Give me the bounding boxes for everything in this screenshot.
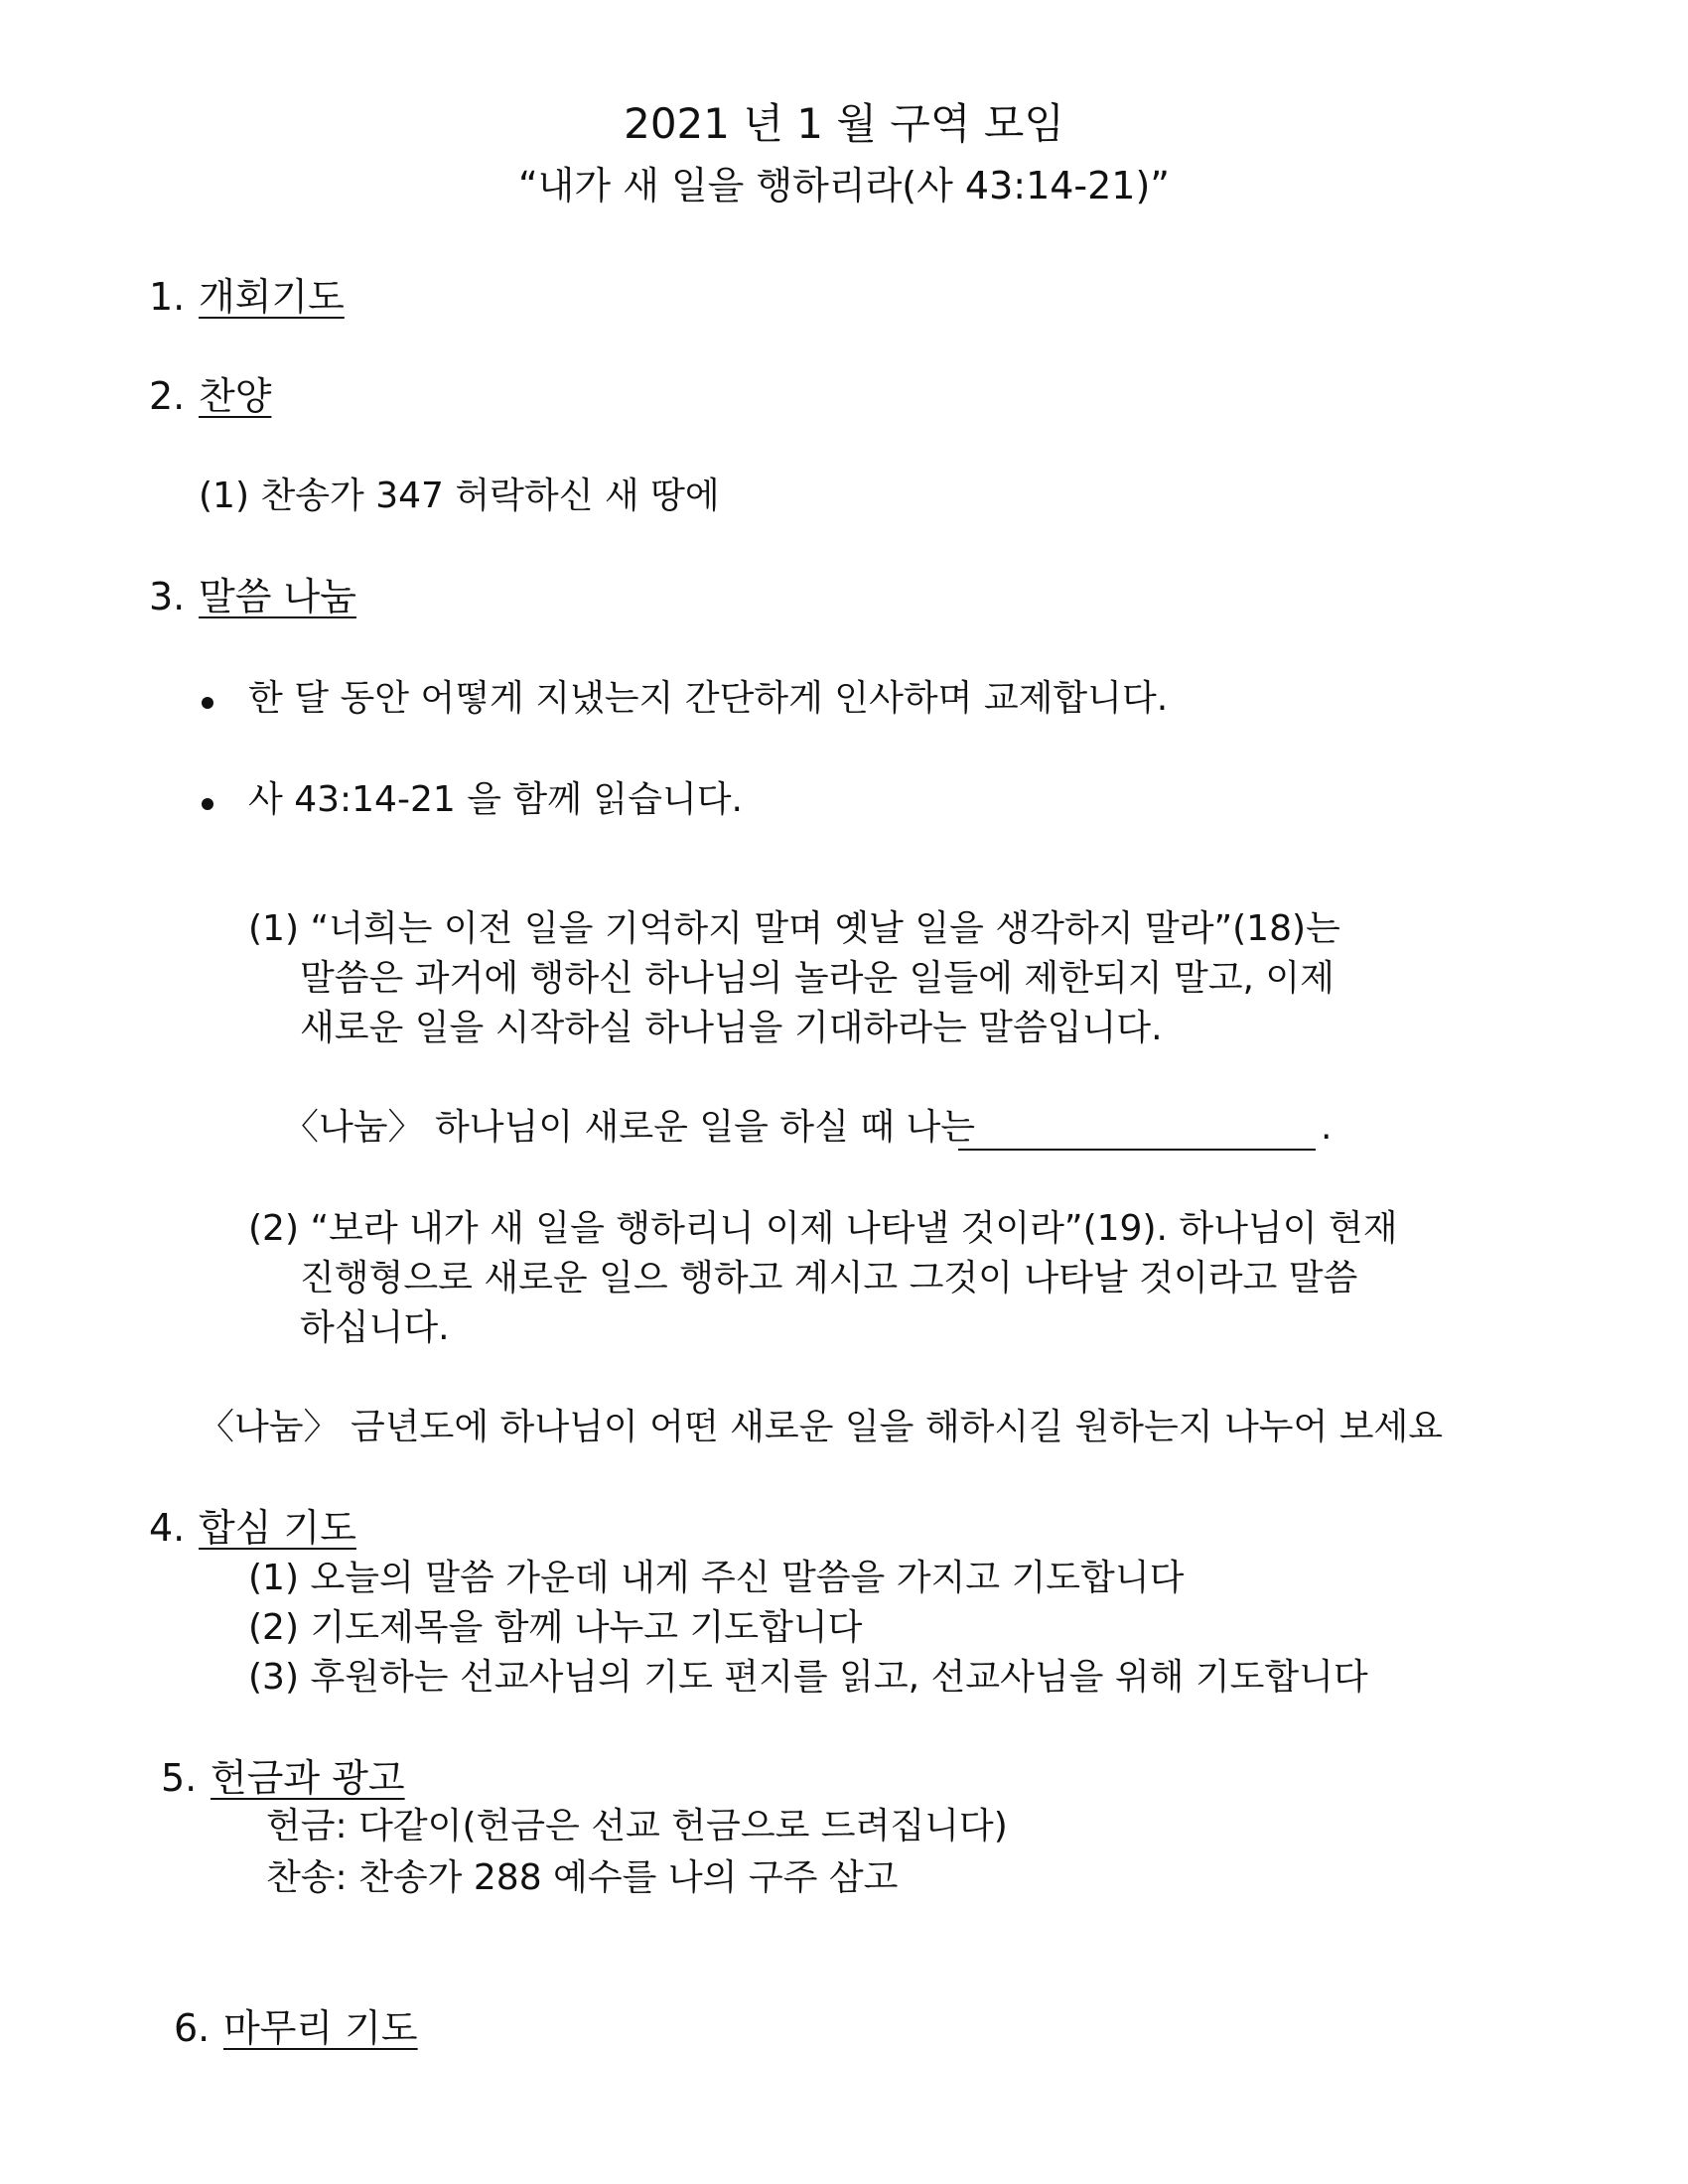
point-1-line-3: 새로운 일을 시작하실 하나님을 기대하라는 말씀입니다. [300, 1008, 1163, 1048]
bullet-icon [202, 798, 213, 810]
prayer-item-2: (2) 기도제목을 함께 나누고 기도합니다 [248, 1607, 863, 1648]
point-1-line-2: 말씀은 과거에 행하신 하나님의 놀라운 일들에 제한되지 말고, 이제 [300, 958, 1335, 999]
page-subtitle: “내가 새 일을 행하리라(사 43:14-21)” [518, 164, 1170, 207]
section-2-heading: 찬양 [199, 374, 272, 418]
bullet-icon [202, 697, 213, 709]
section-5-number: 5. [161, 1756, 198, 1800]
point-2-line-1: (2) “보라 내가 새 일을 행하리니 이제 나타낼 것이라”(19). 하나님이 현재 [248, 1208, 1398, 1249]
section-3-bullet-2: 사 43:14-21 을 함께 읽습니다. [248, 779, 743, 820]
section-4-number: 4. [149, 1506, 186, 1550]
section-2-hymn: (1) 찬송가 347 허락하신 새 땅에 [199, 476, 720, 516]
page-title: 2021 년 1 월 구역 모임 [624, 99, 1064, 148]
section-6-heading: 마무리 기도 [223, 2006, 418, 2050]
prayer-item-3: (3) 후원하는 선교사님의 기도 편지를 읽고, 선교사님을 위해 기도합니다 [248, 1657, 1368, 1698]
section-3-bullet-1: 한 달 동안 어떻게 지냈는지 간단하게 인사하며 교제합니다. [248, 678, 1169, 719]
share-prompt-2: 〈나눔〉 금년도에 하나님이 어떤 새로운 일을 해하시길 원하는지 나누어 보세요 [199, 1407, 1444, 1447]
section-3-heading: 말씀 나눔 [199, 575, 356, 618]
section-6-number: 6. [174, 2006, 211, 2050]
prayer-item-1: (1) 오늘의 말씀 가운데 내게 주신 말씀을 가지고 기도합니다 [248, 1558, 1185, 1598]
point-2-line-3: 하십니다. [300, 1307, 450, 1348]
section-3-number: 3. [149, 575, 186, 618]
section-2-number: 2. [149, 374, 186, 418]
section-5-heading: 헌금과 광고 [211, 1756, 405, 1800]
closing-hymn-line: 찬송: 찬송가 288 예수를 나의 구주 삼고 [266, 1857, 899, 1898]
point-1-line-1: (1) “너희는 이전 일을 기억하지 말며 옛날 일을 생각하지 말라”(18)는 [248, 908, 1340, 949]
share-prompt-1: 〈나눔〉 하나님이 새로운 일을 하실 때 나는 [283, 1107, 976, 1148]
point-2-line-2: 진행형으로 새로운 일으 행하고 계시고 그것이 나타날 것이라고 말씀 [300, 1258, 1358, 1298]
share-prompt-1-period: . [1321, 1107, 1333, 1148]
answer-blank-line [958, 1149, 1316, 1151]
section-4-heading: 합심 기도 [199, 1506, 356, 1550]
section-1-number: 1. [149, 275, 186, 319]
offering-line: 헌금: 다같이(헌금은 선교 헌금으로 드려집니다) [266, 1806, 1008, 1846]
section-1-heading: 개회기도 [199, 275, 345, 319]
